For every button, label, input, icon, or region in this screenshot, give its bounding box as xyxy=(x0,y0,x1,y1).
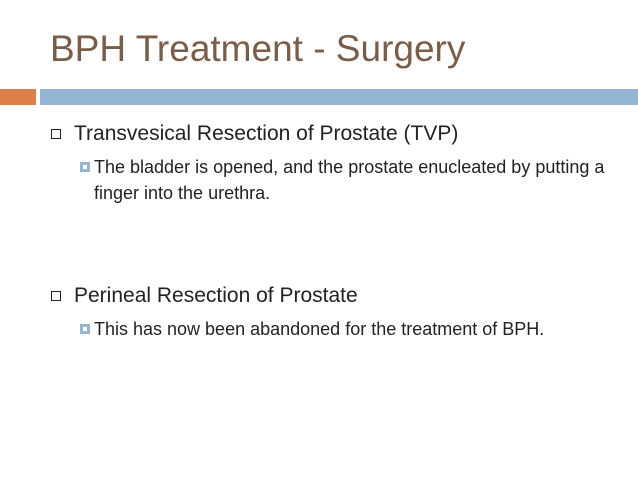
filled-square-bullet-icon xyxy=(80,162,90,172)
title-accent-bar xyxy=(0,89,36,105)
bullet-group-tvp xyxy=(50,121,614,206)
bullet-group-perineal xyxy=(50,283,614,342)
bullet-text-tvp: Transvesical Resection of Prostate (TVP) xyxy=(74,122,459,145)
sub-bullet-text-perineal: This has now been abandoned for the treatment of BPH. xyxy=(94,319,545,339)
slide-title: BPH Treatment - Surgery xyxy=(50,28,466,69)
square-bullet-icon xyxy=(51,129,61,139)
bullet-text-perineal: Perineal Resection of Prostate xyxy=(74,284,358,307)
sub-bullet-text-tvp: The bladder is opened, and the prostate enucleated by putting a finger into the urethra. xyxy=(94,157,605,203)
sub-bullet-item-tvp xyxy=(80,154,614,206)
title-divider-bar xyxy=(40,89,638,105)
sub-bullet-item-perineal xyxy=(80,316,614,342)
filled-square-bullet-icon xyxy=(80,324,90,334)
bullet-item-perineal xyxy=(50,283,614,309)
bullet-item-tvp xyxy=(50,121,614,147)
square-bullet-icon xyxy=(51,291,61,301)
